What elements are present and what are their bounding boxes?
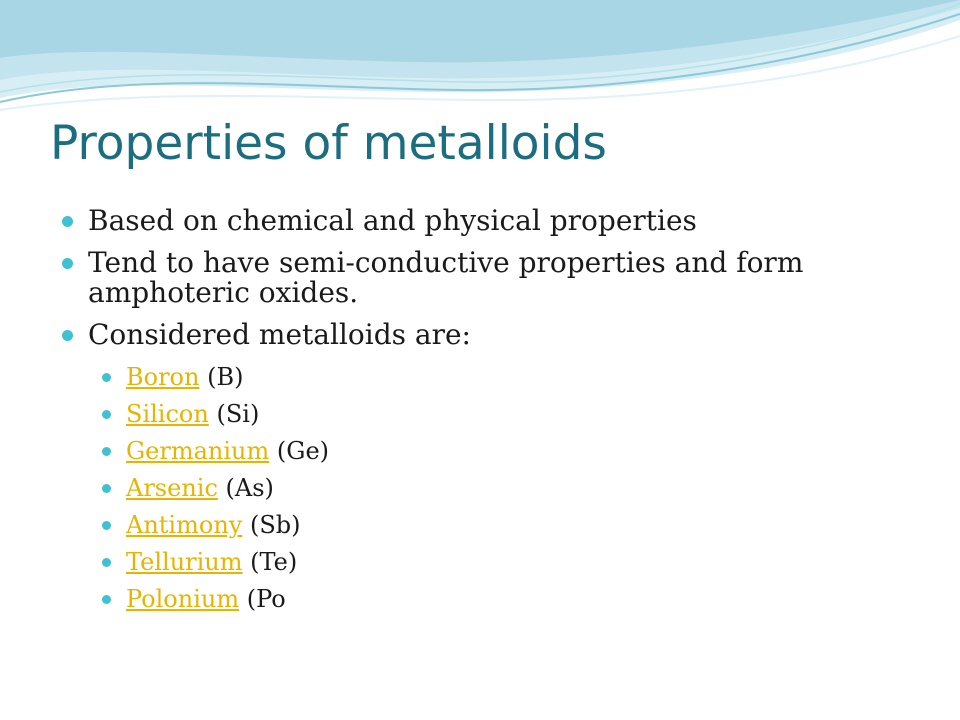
bullet-item: Based on chemical and physical properties (62, 206, 922, 236)
bullet-list (62, 206, 922, 614)
metalloid-item (102, 399, 922, 429)
bullet-text: Considered metalloids are: (88, 318, 471, 351)
bullet-item (62, 320, 922, 614)
boron-link[interactable]: Boron (126, 363, 200, 391)
arsenic-link[interactable]: Arsenic (126, 474, 218, 502)
metalloid-item (102, 510, 922, 540)
silicon-link[interactable]: Silicon (126, 400, 209, 428)
metalloid-symbol: (Te) (250, 548, 298, 576)
tellurium-link[interactable]: Tellurium (126, 548, 243, 576)
metalloid-symbol: (As) (225, 474, 274, 502)
metalloid-item (102, 547, 922, 577)
metalloid-item (102, 584, 922, 614)
metalloid-symbol: (Po (246, 585, 286, 613)
bullet-item: Tend to have semi-conductive properties and form amphoteric oxides. (62, 248, 922, 308)
metalloid-item (102, 473, 922, 503)
header-wave-decoration (0, 0, 960, 120)
metalloid-symbol: (Ge) (276, 437, 330, 465)
metalloid-list (88, 362, 922, 614)
metalloid-symbol: (Si) (216, 400, 260, 428)
germanium-link[interactable]: Germanium (126, 437, 270, 465)
polonium-link[interactable]: Polonium (126, 585, 240, 613)
antimony-link[interactable]: Antimony (126, 511, 243, 539)
metalloid-symbol: (Sb) (249, 511, 301, 539)
metalloid-item (102, 362, 922, 392)
slide-content (62, 206, 922, 626)
metalloid-symbol: (B) (207, 363, 244, 391)
slide-title: Properties of metalloids (50, 116, 607, 171)
metalloid-item (102, 436, 922, 466)
